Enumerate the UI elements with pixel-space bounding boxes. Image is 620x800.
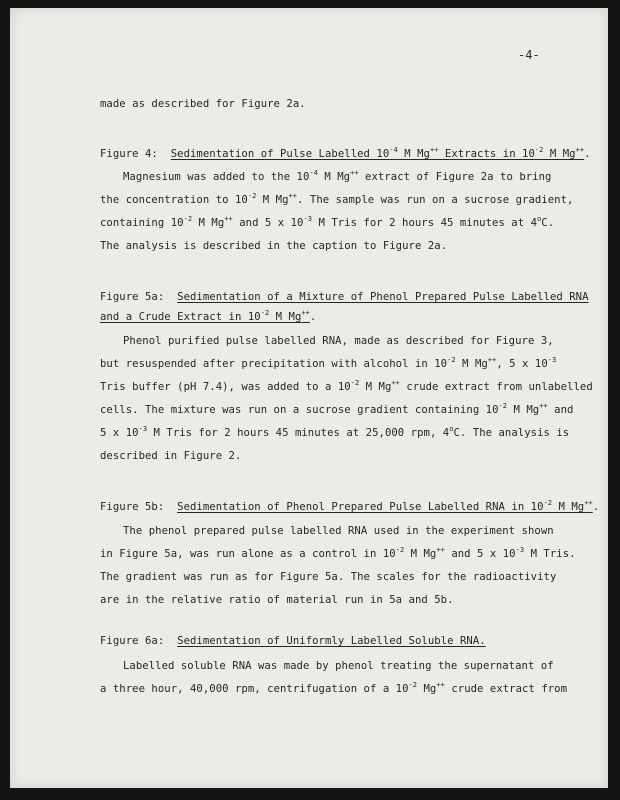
figure-6a-label: Figure 6a:	[100, 635, 165, 647]
text-line: a three hour, 40,000 rpm, centrifugation of a $10^{-2}$ Mg++ crude extract from	[100, 681, 568, 695]
text-line: are in the relative ratio of material run in 5a and 5b.	[100, 594, 454, 606]
figure-5a-heading-cont: and a Crude Extract in $10^{-2}$ M Mg++.	[100, 309, 317, 323]
text-line: Phenol purified pulse labelled RNA, made as described for Figure 3,	[123, 335, 554, 347]
text-line: Labelled soluble RNA was made by phenol treating the supernatant of	[123, 660, 554, 672]
figure-4-title: Sedimentation of Pulse Labelled $10^{-4}$ M Mg++ Extracts in $10^{-2}$ M Mg++	[170, 146, 585, 160]
text-line: in Figure 5a, was run alone as a control in $10^{-2}$ M Mg++ and 5 x $10^{-3}$ M Tris.	[100, 546, 576, 560]
text-line: 5 x $10^{-3}$ M Tris for 2 hours 45 minutes at 25,000 rpm, 4$^o$C. The analysis is	[100, 425, 570, 439]
text-line: containing $10^{-2}$ M Mg++ and 5 x $10^{-3}$ M Tris for 2 hours 45 minutes at 4$^o$C.	[100, 215, 555, 229]
text-line: Magnesium was added to the $10^{-4}$ M Mg++ extract of Figure 2a to bring	[123, 169, 552, 183]
text-line: the concentration to $10^{-2}$ M Mg++. The sample was run on a sucrose gradient,	[100, 192, 574, 206]
text-line: made as described for Figure 2a.	[100, 98, 306, 110]
page-number: -4-	[518, 48, 540, 62]
text-line: cells. The mixture was run on a sucrose gradient containing $10^{-2}$ M Mg++ and	[100, 402, 574, 416]
text-line: but resuspended after precipitation with alcohol in $10^{-2}$ M Mg++, 5 x $10^{-3}$	[100, 356, 557, 370]
figure-5b-heading: Figure 5b: Sedimentation of Phenol Prepared Pulse Labelled RNA in $10^{-2}$ M Mg++.	[100, 499, 600, 513]
figure-5b-title: Sedimentation of Phenol Prepared Pulse Labelled RNA in $10^{-2}$ M Mg++	[177, 499, 593, 513]
figure-4-heading: Figure 4: Sedimentation of Pulse Labelled $10^{-4}$ M Mg++ Extracts in $10^{-2}$ M Mg++.	[100, 146, 591, 160]
figure-6a-heading	[100, 635, 486, 647]
text-line: The phenol prepared pulse labelled RNA used in the experiment shown	[123, 525, 554, 537]
text-line: The analysis is described in the caption to Figure 2a.	[100, 240, 448, 252]
figure-5b-label: Figure 5b:	[100, 501, 165, 513]
figure-6a-title: Sedimentation of Uniformly Labelled Soluble RNA.	[177, 635, 486, 647]
figure-5a-label: Figure 5a:	[100, 291, 165, 303]
text-line: Tris buffer (pH 7.4), was added to a $10^{-2}$ M Mg++ crude extract from unlabelled	[100, 379, 593, 393]
text-line: described in Figure 2.	[100, 450, 242, 462]
figure-5a-title: Sedimentation of a Mixture of Phenol Prepared Pulse Labelled RNA	[177, 291, 589, 303]
text-line: The gradient was run as for Figure 5a. The scales for the radioactivity	[100, 571, 557, 583]
document-page	[10, 8, 608, 788]
figure-4-label: Figure 4:	[100, 148, 158, 160]
figure-5a-heading	[100, 291, 589, 303]
